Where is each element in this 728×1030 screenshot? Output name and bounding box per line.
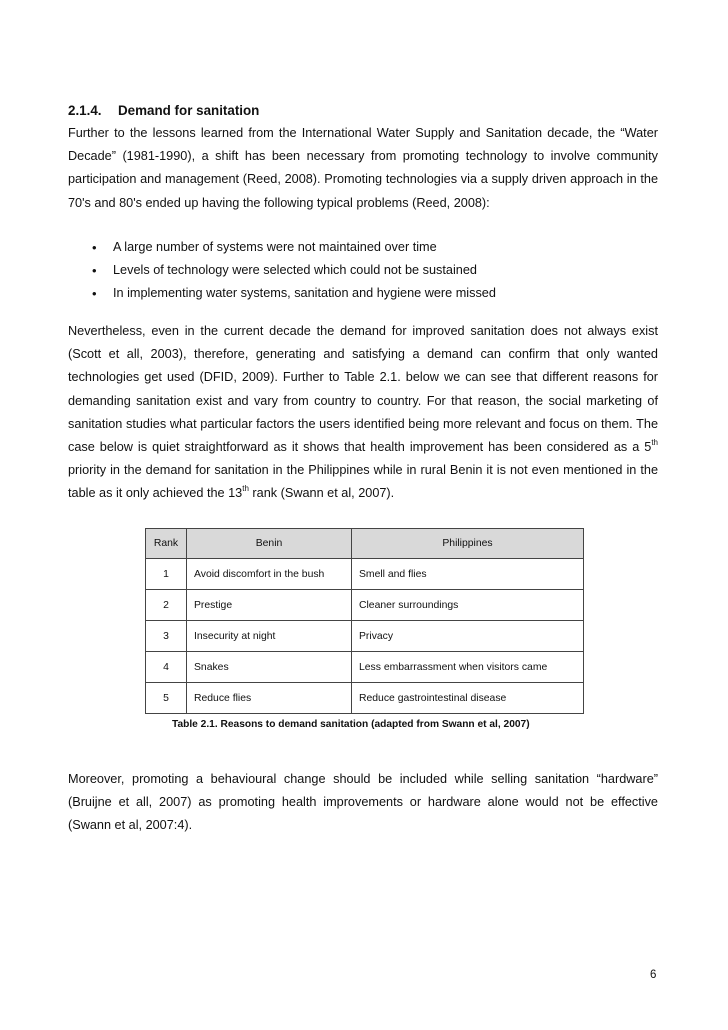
rank-cell: 2 [146, 590, 187, 621]
table-caption: Table 2.1. Reasons to demand sanitation (adapted from Swann et al, 2007) [172, 719, 530, 730]
section-heading [68, 103, 259, 118]
philippines-cell: Less embarrassment when visitors came [352, 652, 584, 683]
ordinal-number: 5 [644, 440, 652, 455]
reasons-table [145, 528, 584, 714]
rank-cell: 5 [146, 683, 187, 714]
column-header-benin: Benin [187, 529, 352, 559]
rank-cell: 1 [146, 559, 187, 590]
rank-cell: 3 [146, 621, 187, 652]
benin-cell: Insecurity at night [187, 621, 352, 652]
table-row [146, 621, 584, 652]
paragraph-text: priority in the demand for sanitation in the Philippines while in rural Benin it is not even mentioned in the table as it only achieved the [68, 463, 658, 501]
benin-cell: Snakes [187, 652, 352, 683]
ordinal-suffix: th [242, 484, 249, 494]
philippines-cell: Privacy [352, 621, 584, 652]
column-header-philippines: Philippines [352, 529, 584, 559]
paragraph-behaviour: Moreover, promoting a behavioural change should be included while selling sanitation “hardware” (Bruijne et all, 2007) as promoting health improvements or hardware alone would not be effective (Swann et al, 2007:4). [68, 772, 658, 833]
section-number: 2.1.4. [68, 103, 102, 118]
ordinal-number: 13 [228, 486, 243, 501]
problems-list [68, 236, 496, 306]
table-row [146, 652, 584, 683]
table-header-row [146, 529, 584, 559]
page-number: 6 [650, 969, 657, 981]
benin-cell: Reduce flies [187, 683, 352, 714]
table-row [146, 559, 584, 590]
paragraph-text: rank (Swann et al, 2007). [248, 486, 395, 501]
list-item: • In implementing water systems, sanitation and hygiene were missed [68, 282, 496, 305]
paragraph-demand [68, 320, 658, 506]
section-title: Demand for sanitation [118, 103, 260, 118]
philippines-cell: Reduce gastrointestinal disease [352, 683, 584, 714]
benin-cell: Avoid discomfort in the bush [187, 559, 352, 590]
list-item: • A large number of systems were not maintained over time [68, 236, 496, 259]
rank-cell: 4 [146, 652, 187, 683]
list-item: • Levels of technology were selected which could not be sustained [68, 259, 496, 282]
ordinal-suffix: th [651, 437, 658, 447]
table-row [146, 683, 584, 714]
table-row [146, 590, 584, 621]
benin-cell: Prestige [187, 590, 352, 621]
paragraph-text: Nevertheless, even in the current decade the demand for improved sanitation does not always exist (Scott et all, 2003), therefore, generating and satisfying a demand can confirm that only wanted technologies get used (DFID, 2009). Further to Table 2.1. below we can see that different reasons for demanding sanitation exist and vary from country to country. For that reason, the social marketing of sanitation studies what particular factors the users identified being more relevant and focus on them. The case below is quiet straightforward as it shows that health improvement has been considered as a [68, 324, 658, 455]
philippines-cell: Cleaner surroundings [352, 590, 584, 621]
column-header-rank: Rank [146, 529, 187, 559]
philippines-cell: Smell and flies [352, 559, 584, 590]
paragraph-intro: Further to the lessons learned from the International Water Supply and Sanitation decade, the “Water Decade” (1981-1990), a shift has been necessary from promoting technology to involve community participation and management (Reed, 2008). Promoting technologies via a supply driven approach in the 70's and 80's ended up having the following typical problems (Reed, 2008): [68, 126, 658, 210]
